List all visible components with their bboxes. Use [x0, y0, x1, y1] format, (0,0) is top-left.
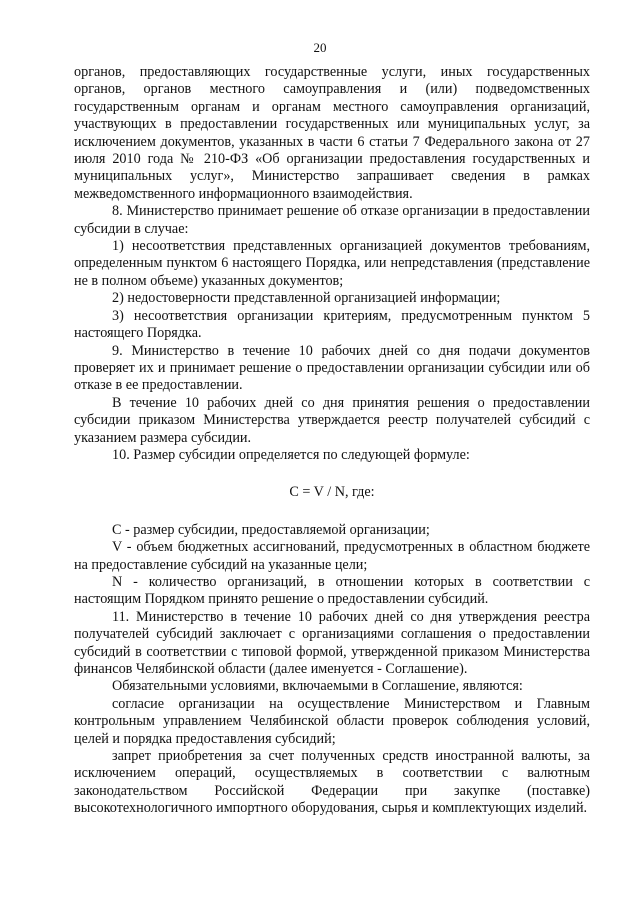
paragraph-continuation: органов, предоставляющих государственные услуги, иных государственных органов, органов местного самоуправления и (или) подведомственных государственным органам и органам местного самоуправления организаций, участвующих в предоставлении государственных или муниципальных услуг, за исключением документов, указанных в части 6 статьи 7 Федерального закона от 27 июля 2010 года № 210-ФЗ «Об организации предоставления государственных и муниципальных услуг», Министерство запрашивает сведения в рамках межведомственного информационного взаимодействия. — [74, 64, 590, 202]
paragraph-clause-8: 8. Министерство принимает решение об отказе организации в предоставлении субсидии в случае: — [74, 203, 590, 237]
paragraph-item-1: 1) несоответствия представленных организацией документов требованиям, определенным пунктом 6 настоящего Порядка, или непредставления (представление не в полном объеме) указанных документов; — [74, 238, 590, 289]
paragraph-def-v: V - объем бюджетных ассигнований, предусмотренных в областном бюджете на предоставление субсидий на указанные цели; — [74, 539, 590, 573]
paragraph-conditions-intro: Обязательными условиями, включаемыми в Соглашение, являются: — [112, 678, 523, 695]
paragraph-def-c: С - размер субсидии, предоставляемой организации; — [112, 521, 430, 538]
paragraph-def-n: N - количество организаций, в отношении которых в соответствии с настоящим Порядком принято решение о предоставлении субсидий. — [74, 573, 590, 608]
paragraph-registry: В течение 10 рабочих дней со дня принятия решения о предоставлении субсидии приказом Министерства утверждается реестр получателей субсидий с указанием размера субсидии. — [74, 394, 590, 446]
paragraph-condition-consent: согласие организации на осуществление Министерством и Главным контрольным управлением Челябинской области проверок соблюдения условий, целей и порядка предоставления субсидий; — [74, 695, 590, 747]
subsidy-formula: C = V / N, где: — [289, 484, 375, 501]
paragraph-item-3: 3) несоответствия организации критериям, предусмотренным пунктом 5 настоящего Порядка. — [74, 307, 590, 342]
document-body — [74, 64, 590, 818]
paragraph-clause-11: 11. Министерство в течение 10 рабочих дней со дня утверждения реестра получателей субсидий заключает с организациями соглашения о предоставлении субсидий в соответствии с типовой формой, утвержденной приказом Министерства финансов Челябинской области (далее именуется - Соглашение). — [74, 608, 590, 677]
paragraph-item-2: 2) недостоверности представленной организацией информации; — [112, 290, 501, 307]
page-number: 20 — [313, 40, 327, 55]
paragraph-clause-10: 10. Размер субсидии определяется по следующей формуле: — [112, 446, 470, 463]
paragraph-condition-currency: запрет приобретения за счет полученных средств иностранной валюты, за исключением операций, осуществляемых в соответствии с валютным законодательством Российской Федерации при закупке (поставке) высокотехнологичного импортного оборудования, сырья и комплектующих изделий. — [74, 748, 590, 817]
paragraph-clause-9: 9. Министерство в течение 10 рабочих дней со дня подачи документов проверяет их и принимает решение о предоставлении организации субсидии или об отказе в ее предоставлении. — [74, 342, 590, 394]
